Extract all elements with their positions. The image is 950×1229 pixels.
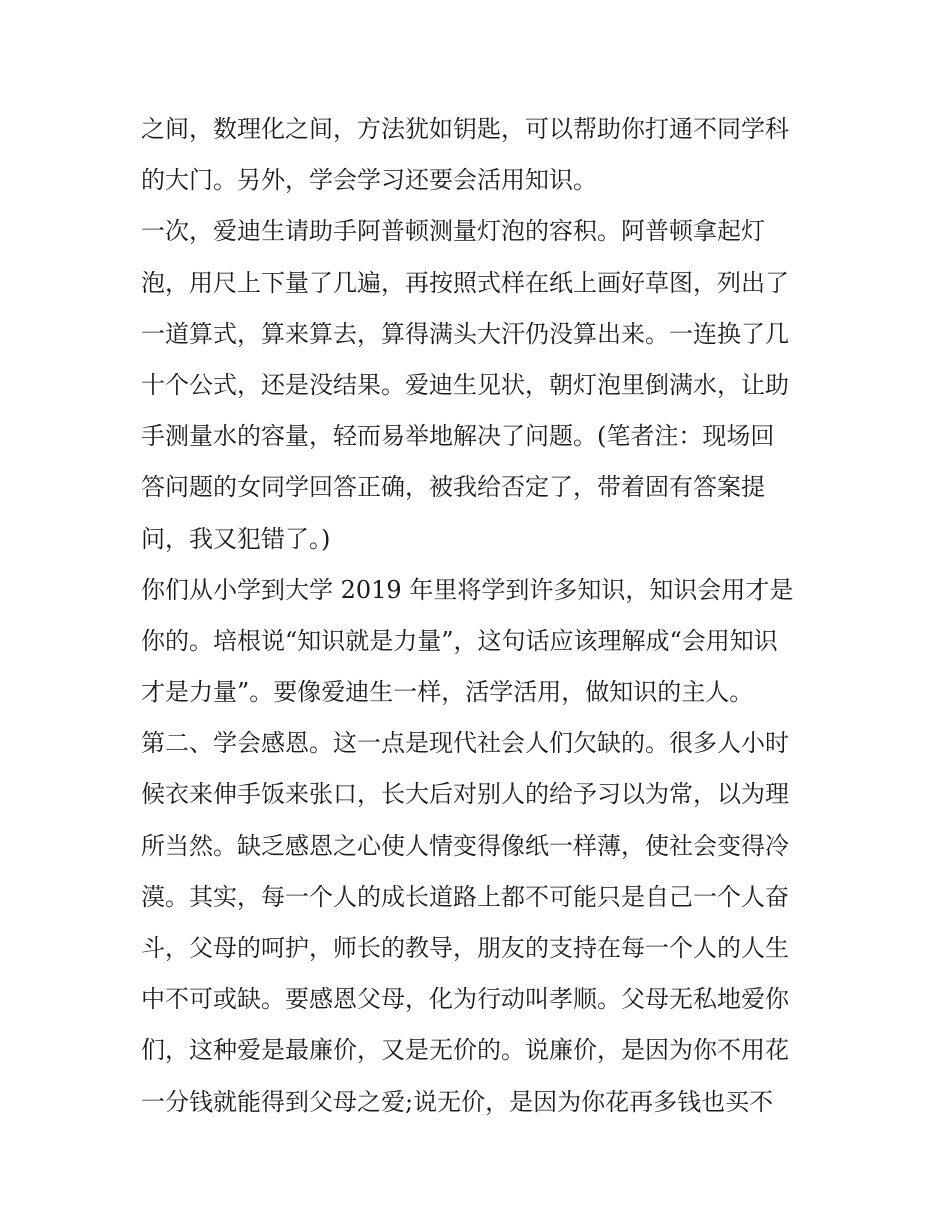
text-line: 一分钱就能得到父母之爱;说无价，是因为你花再多钱也买不	[141, 1087, 774, 1116]
text-line: 所当然。缺乏感恩之心使人情变得像纸一样薄，使社会变得冷	[141, 831, 789, 860]
text-line: 一道算式，算来算去，算得满头大汗仍没算出来。一连换了几	[141, 319, 789, 348]
text-line: 之间，数理化之间，方法犹如钥匙，可以帮助你打通不同学科	[141, 115, 789, 143]
text-line: 泡，用尺上下量了几遍，再按照式样在纸上画好草图，列出了	[141, 268, 789, 297]
text-line: 你们从小学到大学 2019 年里将学到许多知识，知识会用才是	[141, 575, 794, 604]
text-line: 一次，爱迪生请助手阿普顿测量灯泡的容积。阿普顿拿起灯	[141, 217, 765, 246]
text-line: 中不可或缺。要感恩父母，化为行动叫孝顺。父母无私地爱你	[141, 985, 789, 1014]
document-body	[141, 104, 817, 1128]
text-line: 们，这种爱是最廉价，又是无价的。说廉价，是因为你不用花	[141, 1036, 789, 1065]
text-line: 十个公式，还是没结果。爱迪生见状，朝灯泡里倒满水，让助	[141, 370, 789, 399]
text-line: 问，我又犯错了。)	[141, 524, 331, 553]
text-line: 第二、学会感恩。这一点是现代社会人们欠缺的。很多人小时	[141, 729, 789, 758]
text-line: 漠。其实，每一个人的成长道路上都不可能只是自己一个人奋	[141, 882, 789, 911]
text-line: 你的。培根说“知识就是力量”，这句话应该理解成“会用知识	[141, 626, 778, 655]
text-line: 斗，父母的呵护，师长的教导，朋友的支持在每一个人的人生	[141, 934, 789, 962]
text-line: 候衣来伸手饭来张口，长大后对别人的给予习以为常，以为理	[141, 780, 789, 809]
text-line: 手测量水的容量，轻而易举地解决了问题。(笔者注：现场回	[141, 422, 775, 451]
text-line: 答问题的女同学回答正确，被我给否定了，带着固有答案提	[141, 473, 765, 502]
text-line: 的大门。另外，学会学习还要会活用知识。	[141, 166, 597, 195]
text-line: 才是力量”。要像爱迪生一样，活学活用，做知识的主人。	[141, 678, 754, 707]
